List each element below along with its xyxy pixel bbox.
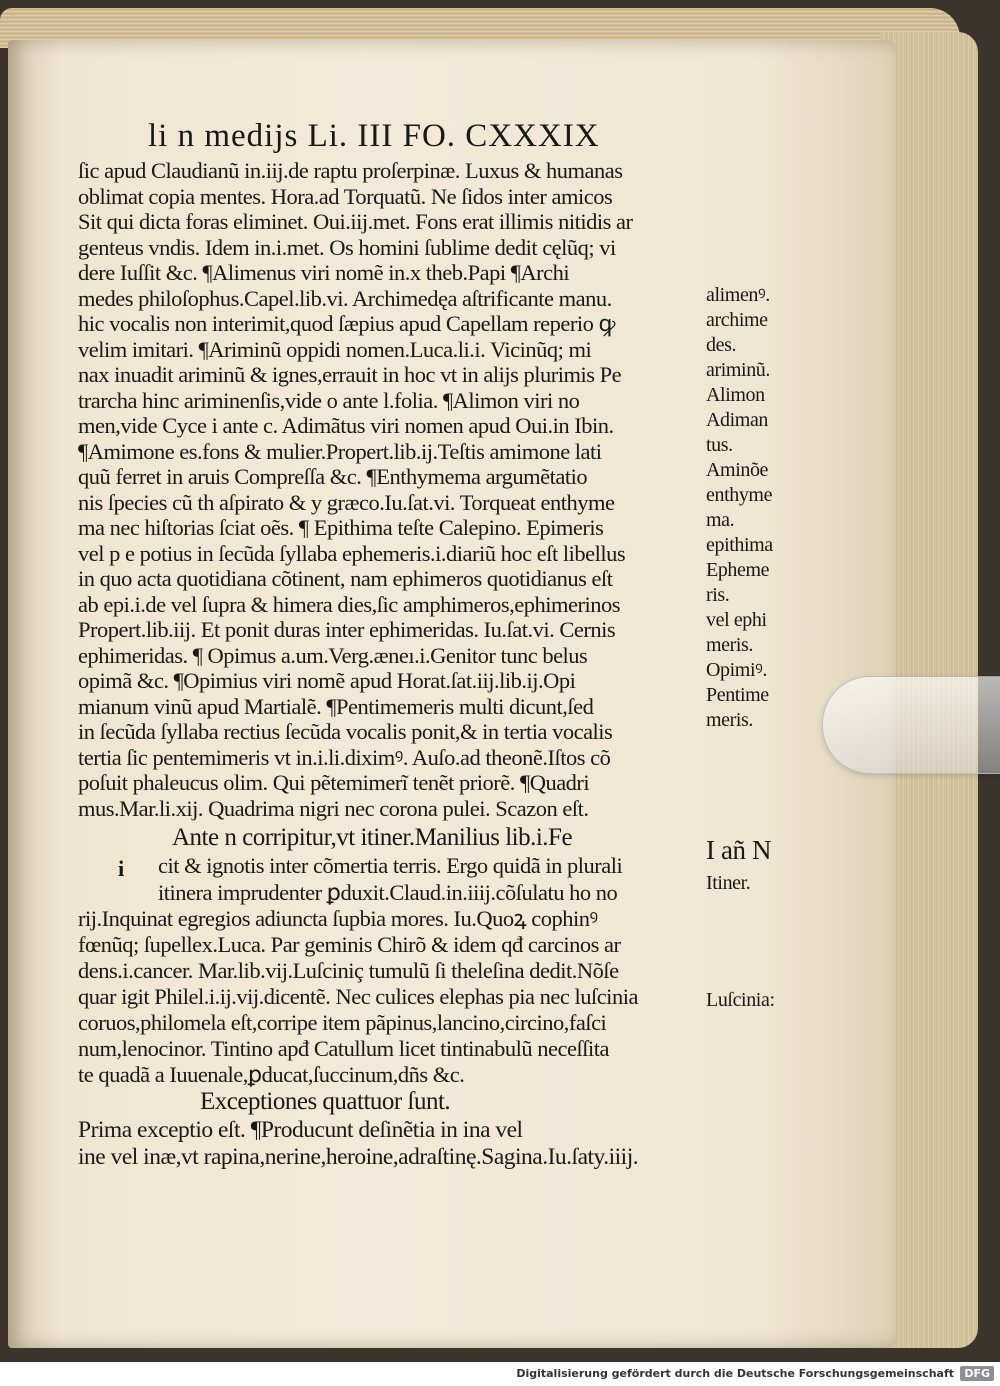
text-line: dens.i.cancer. Mar.lib.vij.Luſciniç tumulũ ſi theleſina dedit.Nõſe [78, 958, 619, 983]
text-line: Sit qui dicta foras eliminet. Oui.iij.met. Fons erat illimis nitidis ar [78, 209, 633, 234]
text-line: ine vel inæ,vt rapina,nerine,heroine,adraſtinę.Sagina.Iu.ſaty.iiij. [78, 1144, 639, 1170]
margin-note: Epheme [706, 559, 770, 581]
text-line: ab epi.i.de vel ſupra & himera dies,ſic amphimeros,ephimerinos [78, 591, 620, 617]
margin-note: meris. [706, 634, 754, 656]
margin-note: epithima [706, 534, 773, 556]
text-line: ſic apud Claudianũ in.iij.de raptu proſerpinæ. Luxus & humanas [78, 158, 623, 183]
margin-section-mark: I añ N [706, 835, 772, 865]
text-line: nax inuadit ariminũ & ignes,errauit in hoc vt in alijs plurimis Pe [78, 362, 622, 387]
text-line: medes philoſophus.Capel.lib.vi. Archimedęa aſtrificante manu. [78, 285, 612, 311]
margin-note: enthyme [706, 484, 773, 506]
text-line: fœnũq; ſupellex.Luca. Par geminis Chirõ & idem qđ carcinos ar [78, 932, 621, 957]
text-line: mianum vinũ apud Martialẽ. ¶Pentimemeris multi dicunt,ſed [78, 693, 594, 719]
margin-note: tus. [706, 434, 733, 456]
text-line: velim imitari. ¶Ariminũ oppidi nomen.Luca.li.i. Vicinũq; mi [78, 336, 592, 362]
text-line: ¶Amimone es.fons & mulier.Propert.lib.ij.Teſtis amimone lati [78, 438, 602, 464]
text-line: Propert.lib.iij. Et ponit duras inter ephimeridas. Iu.ſat.vi. Cernis [78, 617, 616, 642]
margin-note: des. [706, 334, 737, 356]
margin-note: Pentime [706, 684, 769, 706]
text-line: dere Iuſſit &c. ¶Alimenus viri nomẽ in.x theb.Papi ¶Archi [78, 260, 570, 285]
text-line: hic vocalis non interimit,quod ſæpius apud Capellam reperio ꝙ [78, 311, 615, 336]
text-line: in ſecũda ſyllaba rectius ſecũda vocalis ponit,& in tertia vocalis [78, 719, 613, 744]
margin-note: archime [706, 309, 768, 331]
text-line: ephimeridas. ¶ Opimus a.um.Verg.æneı.i.Genitor tunc belus [78, 642, 588, 668]
section-initial: i [118, 856, 124, 881]
margin-note: Aminõe [706, 459, 769, 481]
text-line: quũ ferret in aruis Compreſſa &c. ¶Enthymema argumẽtatio [78, 464, 588, 489]
margin-note: alimenꝰ. [706, 284, 770, 306]
section-heading-line: Ante n corripitur,vt itiner.Manilius lib.i.Fe [172, 824, 573, 851]
text-line: in quo acta quotidiana cõtinent, nam ephimeros quotidianus eſt [78, 566, 613, 591]
text-line: coruos,philomela eſt,corripe item pãpinus,lancino,circino,faſci [78, 1010, 607, 1035]
text-line: itinera imprudenter ꝑduxit.Claud.in.iiij.cõſulatu ho no [158, 879, 618, 905]
footer-credit: Digitalisierung gefördert durch die Deutsche Forschungsgemeinschaft [516, 1367, 954, 1380]
text-line: num,lenocinor. Tintino apđ Catullum licet tintinabulũ neceſſita [78, 1036, 609, 1061]
margin-note: Opimiꝰ. [706, 659, 767, 681]
margin-note: vel ephi [706, 609, 767, 631]
text-line: te quadã a Iuuenale,ꝑducat,ſuccinum,dñs &c. [78, 1062, 465, 1087]
text-line: ma nec hiſtorias ſciat oẽs. ¶ Epithima teſte Calepino. Epimeris [78, 515, 604, 540]
margin-note: Alimon [706, 384, 765, 406]
text-line: opimã &c. ¶Opimius viri nomẽ apud Horat.ſat.iij.lib.ij.Opi [78, 668, 576, 693]
text-line: nis ſpecies cũ th aſpirato & y græco.Iu.ſat.vi. Torqueat enthyme [78, 489, 615, 515]
text-line: genteus vndis. Idem in.i.met. Os homini ſublime dedit cęlũq; vi [78, 234, 616, 260]
page-header: li n medijs Li. III FO. CXXXIX [148, 118, 600, 154]
text-line: mus.Mar.li.xij. Quadrima nigri nec corona pulei. Scazon eſt. [78, 795, 589, 821]
text-line: oblimat copia mentes. Hora.ad Torquatũ. Ne ſidos inter amicos [78, 183, 613, 209]
exceptions-heading: Exceptiones quattuor ſunt. [200, 1088, 451, 1115]
margin-luscinia: Luſcinia: [706, 989, 775, 1011]
text-line: vel p e potius in ſecũda ſyllaba ephemeris.i.diariũ hoc eſt libellus [78, 540, 626, 566]
dfg-logo: DFG [960, 1366, 994, 1381]
text-line: poſuit phaleucus olim. Qui pẽtemimerĩ tenẽt priorẽ. ¶Quadri [78, 770, 590, 795]
margin-note: Adiman [706, 409, 769, 431]
text-line: Prima exceptio eſt. ¶Producunt deſinẽtia in ina vel [78, 1117, 523, 1143]
text-line: men,vide Cyce i ante c. Adimãtus viri nomen apud Oui.in Ibin. [78, 413, 614, 438]
text-line: rij.Inquinat egregios adiuncta ſupbia mores. Iu.Quoꝝ cophinꝰ [78, 906, 598, 931]
margin-note: ariminũ. [706, 359, 771, 381]
page-clip [822, 676, 1000, 774]
text-line: trarcha hinc ariminenſis,vide o ante l.folia. ¶Alimon viri no [78, 387, 580, 413]
text-line: cit & ignotis inter cõmertia terris. Ergo quidã in plurali [158, 853, 623, 878]
margin-note: meris. [706, 709, 754, 731]
text-line: quar igit Philel.i.ij.vij.dicentẽ. Nec culices elephas pia nec luſcinia [78, 984, 638, 1009]
margin-note: ma. [706, 509, 735, 531]
text-line: tertia ſic pentemimeris vt in.i.li.diximꝰ. Auſo.ad theonẽ.Iſtos cõ [78, 744, 611, 770]
footer-bar [0, 1362, 1000, 1386]
margin-note: ris. [706, 584, 730, 606]
margin-itiner: Itiner. [706, 872, 751, 894]
